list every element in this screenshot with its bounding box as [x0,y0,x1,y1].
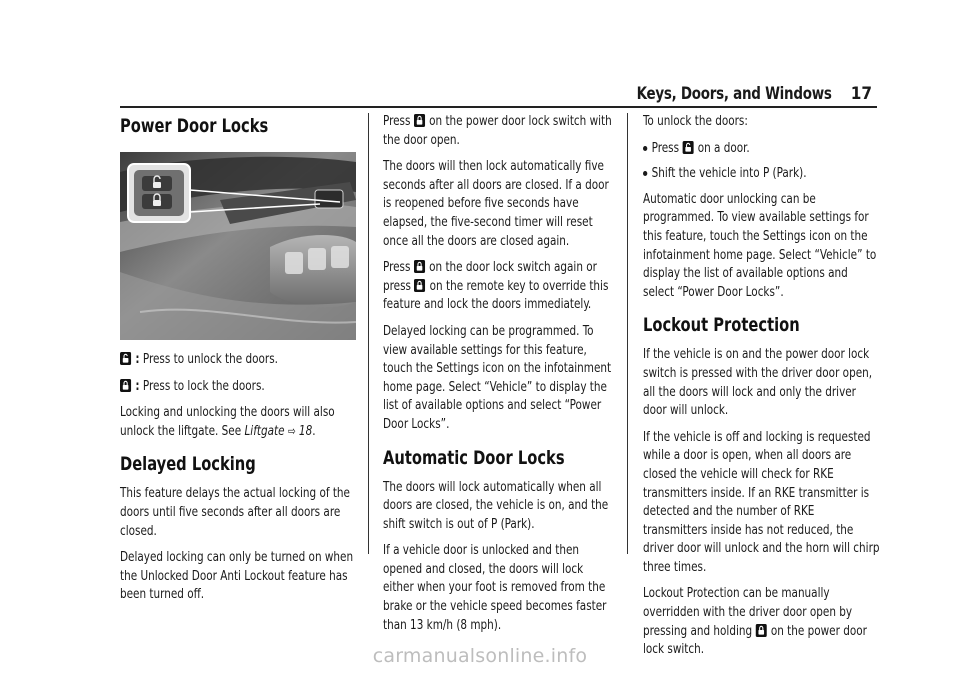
col2-paragraph-1: Press on the power door lock switch with the door open. [383,113,612,148]
section-heading-automatic-door-locks: Automatic Door Locks [383,446,565,469]
page-header [0,84,960,104]
lock-icon [414,114,425,127]
watermark: carmanualsonline.info [372,645,588,667]
section-heading-power-door-locks: Power Door Locks [120,115,269,137]
col2-paragraph-6: If a vehicle door is unlocked and then opened and closed, the doors will lock either when your foot is removed from the brake or the vehicle speed becomes faster than 13 km/h (8 mph). [383,542,607,633]
unlock-icon [120,352,131,365]
column-divider [368,113,369,554]
col2-paragraph-4: Delayed locking can be programmed. To view available settings for this feature, touch the Settings icon on the infotainment home page. Select “Vehicle” to display the list of available options and select “Power Door Locks”. [383,322,612,432]
lock-icon [414,260,425,273]
header-rule [120,106,877,108]
col2-paragraph-5: The doors will lock automatically when all doors are closed, the vehicle is on, and the shift switch is out of P (Park). [383,478,609,532]
page-ref-arrow-icon: ⇨ [287,423,296,438]
column-3 [643,112,881,667]
column-1 [120,112,356,612]
liftgate-link[interactable]: Liftgate [244,422,285,439]
section-title: Keys, Doors, and Windows [636,84,832,104]
liftgate-page-ref[interactable]: 18 [298,422,313,439]
unlock-icon [682,141,693,154]
col3-paragraph-1: Automatic door unlocking can be programmed. To view available settings for this feature, touch the Settings icon on the infotainment home page. Select “Vehicle” to display the list of available options and select “Power Door Locks”. [643,190,877,300]
lock-icon [755,624,766,637]
col3-paragraph-4: Lockout Protection can be manually overridden with the driver door open by pressing and holding on the power door lock switch. [643,585,867,658]
delayed-paragraph-2: Delayed locking can only be turned on when the Unlocked Door Anti Lockout feature has been turned off. [120,549,354,603]
col3-paragraph-2: If the vehicle is on and the power door lock switch is pressed with the driver door open, all the doors will lock and only the driver door will unlock. [643,346,873,419]
list-item: Press on a door. [643,139,881,158]
section-heading-delayed-locking: Delayed Locking [120,453,256,476]
delayed-paragraph-1: This feature delays the actual locking of the doors until five seconds after all doors are closed. [120,485,350,539]
liftgate-paragraph: Locking and unlocking the doors will also unlock the liftgate. See Liftgate ⇨ 18. [120,404,335,439]
col2-paragraph-2: The doors will then lock automatically five seconds after all doors are closed. If a door is reopened before five seconds have elapsed, the five-second timer will reset once all the doors are closed again. [383,158,609,249]
column-divider [627,113,628,554]
lock-icon [414,279,425,292]
bullet-icon [643,171,647,176]
lock-icon [120,379,131,392]
unlock-description: : Press to unlock the doors. [120,350,356,369]
col2-paragraph-3: Press on the door lock switch again or press on the remote key to override this feature and lock the doors immediately. [383,259,609,313]
lock-description: : Press to lock the doors. [120,377,356,396]
col3-paragraph-3: If the vehicle is off and locking is requested while a door is open, when all doors are closed the vehicle will check for RKE transmitters inside. If an RKE transmitter is detected and the number of RKE transmitters inside has not reduced, the driver door will unlock and the horn will chirp three times. [643,428,880,575]
column-2 [383,112,615,642]
lock-text: Press to lock the doors. [142,377,265,394]
unlock-intro: To unlock the doors: [643,113,748,129]
bullet-icon [643,146,647,151]
door-lock-switch-photo [120,152,356,340]
section-heading-lockout-protection: Lockout Protection [643,314,800,337]
unlock-text: Press to unlock the doors. [142,351,278,367]
page-number: 17 [850,84,872,104]
list-item: Shift the vehicle into P (Park). [643,164,881,183]
